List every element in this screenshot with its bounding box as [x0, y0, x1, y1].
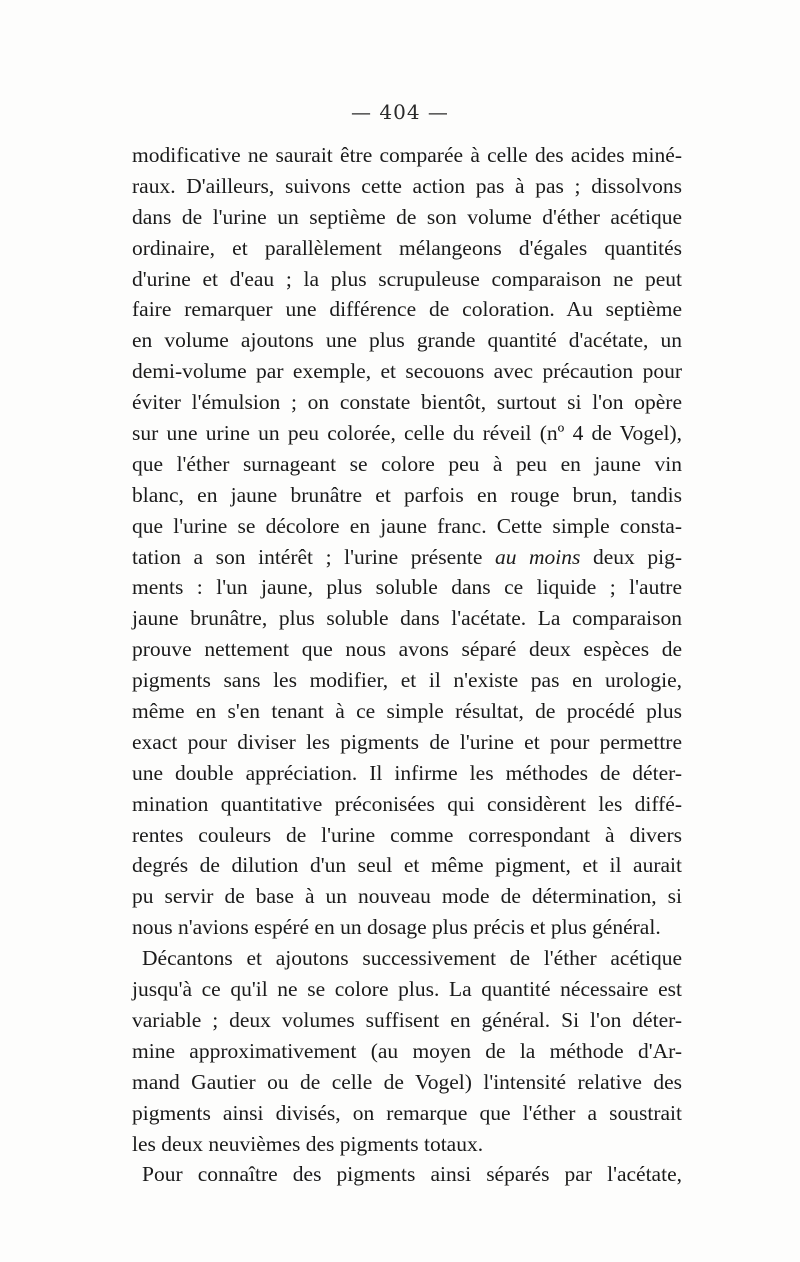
text-line: rentes couleurs de l'urine comme correspondant à divers [132, 822, 682, 847]
text-line: sur une urine un peu colorée, celle du réveil (nº 4 de Vogel), [132, 421, 682, 446]
text-line: prouve nettement que nous avons séparé deux espèces de [132, 637, 682, 662]
text-line: Pour connaître des pigments ainsi séparés par l'acétate, [142, 1162, 682, 1187]
text-line: pigments ainsi divisés, on remarque que l'éther a soustrait [132, 1100, 682, 1125]
emphasis-text: au moins [494, 544, 581, 569]
text-line: d'urine et d'eau ; la plus scrupuleuse comparaison ne peut [132, 266, 682, 291]
text-line: mine approximativement (au moyen de la méthode d'Ar- [132, 1038, 682, 1063]
text-line: éviter l'émulsion ; on constate bientôt, surtout si l'on opère [132, 390, 682, 415]
text-line: jusqu'à ce qu'il ne se colore plus. La quantité nécessaire est [132, 977, 682, 1002]
text-line: degrés de dilution d'un seul et même pigment, et il aurait [132, 853, 682, 878]
text-line: Décantons et ajoutons successivement de l'éther acétique [142, 946, 682, 971]
text-line: en volume ajoutons une plus grande quantité d'acétate, un [132, 328, 682, 353]
text-line: pu servir de base à un nouveau mode de détermination, si [132, 884, 682, 909]
text-line: même en s'en tenant à ce simple résultat, de procédé plus [132, 699, 682, 724]
text-line: ordinaire, et parallèlement mélangeons d'égales quantités [132, 235, 682, 260]
text-line: blanc, en jaune brunâtre et parfois en rouge brun, tandis [132, 482, 682, 507]
text-line: modificative ne saurait être comparée à celle des acides miné- [132, 143, 682, 167]
text-line: mand Gautier ou de celle de Vogel) l'intensité relative des [132, 1069, 682, 1094]
text-line: faire remarquer une différence de coloration. Au septième [132, 297, 682, 322]
text-line-with-emphasis [132, 542, 682, 573]
text-line: que l'éther surnageant se colore peu à peu en jaune vin [132, 451, 682, 476]
text-line: que l'urine se décolore en jaune franc. Cette simple consta- [132, 513, 682, 538]
text-line: demi-volume par exemple, et secouons avec précaution pour [132, 359, 682, 384]
text-segment: deux pig- [580, 544, 682, 569]
text-line: une double appréciation. Il infirme les méthodes de déter- [132, 760, 682, 785]
text-line: dans de l'urine un septième de son volume d'éther acétique [132, 204, 682, 229]
text-line: pigments sans les modifier, et il n'existe pas en urologie, [132, 668, 682, 693]
text-segment: tation a son intérêt ; l'urine présente [132, 544, 495, 569]
text-line: variable ; deux volumes suffisent en général. Si l'on déter- [132, 1007, 682, 1032]
text-line: jaune brunâtre, plus soluble dans l'acétate. La comparaison [132, 606, 682, 631]
text-line: ments : l'un jaune, plus soluble dans ce liquide ; l'autre [132, 575, 682, 600]
text-line: nous n'avions espéré en un dosage plus précis et plus général. [132, 915, 661, 940]
text-line: exact pour diviser les pigments de l'urine et pour permettre [132, 729, 682, 754]
text-line: les deux neuvièmes des pigments totaux. [132, 1131, 484, 1156]
text-line: mination quantitative préconisées qui considèrent les diffé- [132, 791, 682, 816]
page-number: — 404 — [351, 100, 449, 124]
text-line: raux. D'ailleurs, suivons cette action pas à pas ; dissolvons [132, 173, 682, 198]
body-text [132, 140, 682, 1190]
